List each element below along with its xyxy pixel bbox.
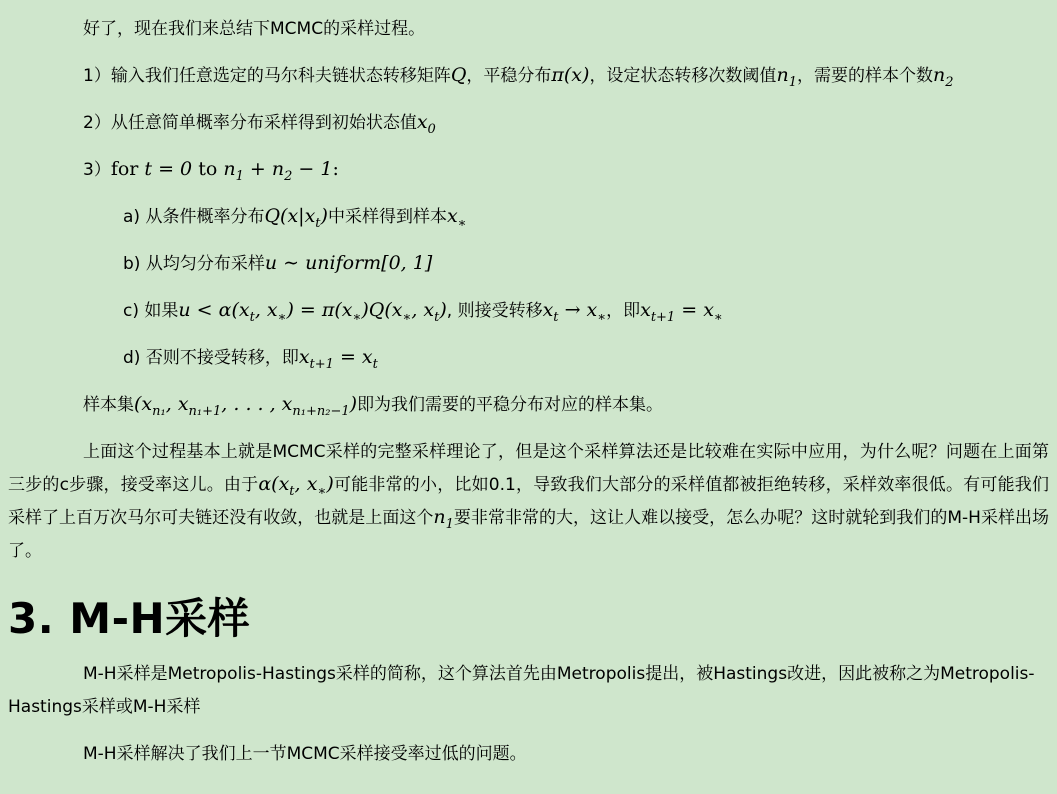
math-run: π(x) xyxy=(551,64,590,86)
math-subscript: 2 xyxy=(945,74,954,90)
math-subscript: n₁+n₂−1 xyxy=(292,403,350,419)
math-run: $n_1$ xyxy=(776,64,797,90)
math-run: Q xyxy=(450,64,467,86)
math-subscript: 1 xyxy=(788,74,797,90)
math-subscript: t xyxy=(315,215,321,231)
math-run: ($x_{n_1}$, $x_{n_1+1}$, . . . , $x_{n_1+n_2-1}$) xyxy=(134,393,358,419)
math-run: $x_∗$ xyxy=(446,205,467,231)
paragraph xyxy=(8,154,1049,187)
text-run: ，需要的样本个数 xyxy=(796,66,933,86)
math-run: $n_1$ xyxy=(433,506,454,532)
math-subscript: 2 xyxy=(284,168,293,184)
math-run: $u < \alpha(x_t$, $x_∗) = \pi(x_∗)Q(x_∗$, $x_t$) xyxy=(178,299,447,325)
math-run: $n_1 + n_2 - 1$ xyxy=(223,158,333,184)
math-subscript: ∗ xyxy=(277,309,287,325)
math-subscript: t+1 xyxy=(309,356,334,372)
math-subscript: ∗ xyxy=(457,215,467,231)
text-run: 即为我们需要的平稳分布对应的样本集。 xyxy=(357,395,664,415)
text-run: ，平稳分布 xyxy=(466,66,552,86)
text-run: 可能非常的小，比如0.1，导致我们大部分的采样值都被拒绝转移，采样效率很低。有可能我们采样了上百万次马尔可夫链还没有收敛，也就是上面这个 xyxy=(8,475,1049,528)
math-subscript: t xyxy=(553,309,559,325)
paragraph xyxy=(8,342,1049,375)
section-heading xyxy=(8,594,1049,644)
math-text-run: for xyxy=(110,158,145,180)
text-run: M-H采样是Metropolis-Hastings采样的简称，这个算法首先由Metropolis提出，被Hastings改进，因此被称之为Metropolis-Hastings采样或M-H采样 xyxy=(8,664,1035,717)
math-run: $Q(x|x_t)$ xyxy=(264,205,328,231)
text-run: d) 否则不接受转移，即 xyxy=(123,348,299,368)
paragraph xyxy=(8,60,1049,93)
text-run: 上面这个过程基本上就是MCMC采样的完整采样理论了，但是这个采样算法还是比较难在实际中应用，为什么呢？问题在上面第三步的c步骤，接受率这儿。由于 xyxy=(8,442,1049,495)
paragraph xyxy=(8,248,1049,281)
math-run: t = 0 xyxy=(144,158,193,180)
article-body xyxy=(8,13,1049,771)
text-run: 样本集 xyxy=(83,395,134,415)
text-run: c) 如果 xyxy=(123,301,179,321)
math-subscript: ∗ xyxy=(352,309,362,325)
text-run: 要非常非常的大，这让人难以接受，怎么办呢？这时就轮到我们的M-H采样出场了。 xyxy=(8,508,1049,561)
math-run: $x_{t+1} = x_∗$ xyxy=(640,299,723,325)
math-text-run: : xyxy=(332,158,339,180)
math-run: $n_2$ xyxy=(932,64,954,90)
math-run: $x_t \to x_∗$ xyxy=(542,299,607,325)
paragraph xyxy=(8,436,1049,568)
text-run: b) 从均匀分布采样 xyxy=(123,254,265,274)
math-text-run: to xyxy=(192,158,224,180)
text-run: ，即 xyxy=(606,301,641,321)
math-subscript: t xyxy=(434,309,440,325)
paragraph xyxy=(8,389,1049,422)
math-run: $x_{t+1} = x_t$ xyxy=(298,346,378,372)
math-run: $\alpha(x_t$, $x_∗$) xyxy=(258,473,334,499)
math-run: $x_0$ xyxy=(416,111,436,137)
math-subscript: ∗ xyxy=(713,309,723,325)
math-subscript: t+1 xyxy=(650,309,676,325)
text-run: 1）输入我们任意选定的马尔科夫链状态转移矩阵 xyxy=(83,66,451,86)
math-subscript: n₁+1 xyxy=(188,403,222,419)
math-subscript: t xyxy=(249,309,255,325)
paragraph xyxy=(8,107,1049,140)
paragraph xyxy=(8,13,1049,46)
paragraph xyxy=(8,201,1049,234)
paragraph xyxy=(8,738,1049,771)
text-run: ，设定状态转移次数阈值 xyxy=(589,66,777,86)
text-run: , 则接受转移 xyxy=(446,301,543,321)
text-run: 2）从任意简单概率分布采样得到初始状态值 xyxy=(83,113,417,133)
paragraph xyxy=(8,295,1049,328)
math-subscript: ∗ xyxy=(317,483,327,499)
math-subscript: ∗ xyxy=(597,309,607,325)
text-run: 中采样得到样本 xyxy=(327,207,447,227)
text-run: a) 从条件概率分布 xyxy=(123,207,265,227)
text-run: 3. M-H采样 xyxy=(8,594,251,643)
math-subscript: 1 xyxy=(235,168,244,184)
paragraph xyxy=(8,658,1049,724)
math-run: u ∼ uniform[0, 1] xyxy=(264,252,433,274)
math-subscript: ∗ xyxy=(402,309,412,325)
math-subscript: t xyxy=(372,356,378,372)
text-run: 3） xyxy=(83,160,111,180)
math-subscript: n₁ xyxy=(152,403,166,419)
text-run: M-H采样解决了我们上一节MCMC采样接受率过低的问题。 xyxy=(83,744,527,764)
math-subscript: 1 xyxy=(445,516,454,532)
math-subscript: t xyxy=(289,483,295,499)
math-subscript: 0 xyxy=(427,121,436,137)
text-run: 好了，现在我们来总结下MCMC的采样过程。 xyxy=(83,19,426,39)
